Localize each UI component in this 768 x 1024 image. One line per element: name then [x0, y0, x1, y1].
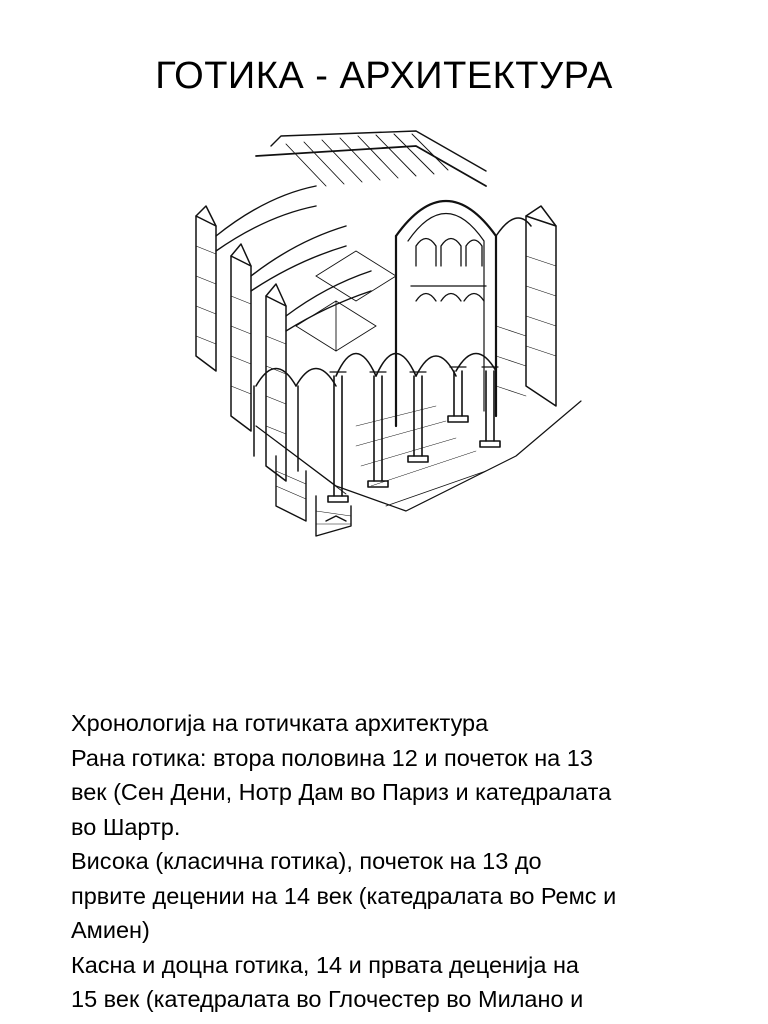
text-line: во Шартр.	[71, 813, 181, 840]
text-line: век (Сен Дени, Нотр Дам во Париз и катедралата	[71, 779, 612, 805]
text-line: Рана готика: втора половина 12 и почеток на 13	[71, 744, 593, 771]
text-line: Висока (класична готика), почеток на 13 до	[71, 848, 542, 874]
chronology-text	[71, 706, 711, 1017]
text-line: Амиен)	[71, 917, 150, 943]
text-line: 15 век (катедралата во Глочестер во Милано и	[71, 986, 584, 1012]
slide-title: ГОТИКА - АРХИТЕКТУРА	[155, 55, 613, 97]
text-line-heading: Хронологија на готичката архитектура	[71, 710, 489, 736]
text-line: Касна и доцна готика, 14 и првата деценија на	[71, 951, 579, 978]
text-line: првите децении на 14 век (катедралата во Ремс и	[71, 882, 617, 909]
gothic-cathedral-illustration	[186, 126, 588, 542]
